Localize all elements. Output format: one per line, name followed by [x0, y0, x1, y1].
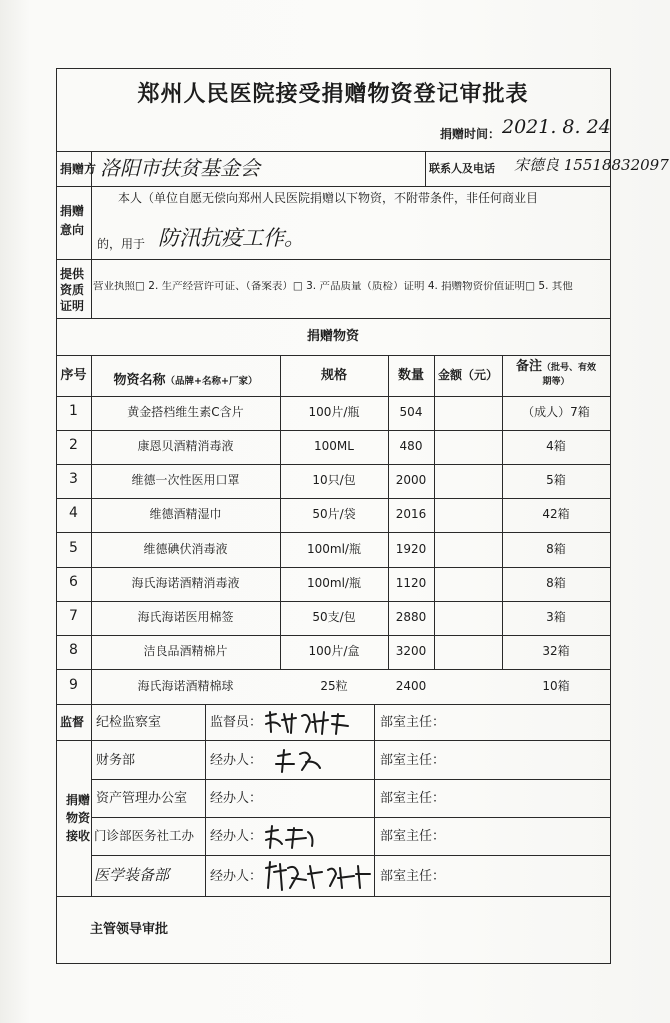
row-name: 海氏海诺医用棉签	[137, 610, 234, 624]
header-amount: 金额（元）	[437, 368, 498, 382]
row-no: 8	[69, 642, 78, 658]
receiver-signature	[272, 746, 332, 776]
header-remark-cell	[502, 357, 610, 373]
row-spec: 50片/袋	[312, 507, 356, 521]
donor-value: 洛阳市扶贫基金会	[100, 156, 260, 180]
receiver-signature	[262, 822, 322, 852]
receiver-signature	[262, 858, 374, 894]
receive-person-label: 经办人：	[210, 791, 263, 806]
row-remark: （成人）7箱	[522, 405, 590, 419]
row-spec: 100ml/瓶	[307, 576, 361, 590]
supervision-head-label: 部室主任：	[380, 715, 446, 730]
receive-dept: 医学装备部	[94, 866, 170, 884]
header-name-cell	[91, 369, 280, 388]
row-name: 海氏海诺酒精棉球	[137, 679, 234, 693]
row-no: 4	[69, 505, 78, 521]
header-no: 序号	[60, 368, 87, 383]
form-title: 郑州人民医院接受捐赠物资登记审批表	[137, 82, 529, 107]
row-remark: 8箱	[546, 542, 566, 556]
receive-dept: 财务部	[96, 753, 136, 768]
qual-label-2: 资质	[60, 283, 85, 297]
header-remark-note-1: （批号、有效	[542, 363, 597, 373]
row-name: 康恩贝酒精消毒液	[137, 439, 234, 453]
row-no: 6	[69, 574, 78, 590]
approval-label: 主管领导审批	[90, 922, 169, 937]
receive-person-label: 经办人：	[210, 829, 263, 844]
row-no: 9	[69, 677, 78, 693]
row-spec: 100片/瓶	[308, 405, 360, 419]
row-qty: 2000	[395, 473, 427, 487]
row-qty: 1920	[395, 542, 427, 556]
header-name-note: （品牌+名称+厂家）	[165, 376, 258, 387]
border-right	[610, 68, 611, 964]
header-remark: 备注	[515, 359, 542, 374]
receive-dept: 资产管理办公室	[96, 791, 188, 806]
border-top	[56, 68, 611, 69]
intent-text-2-prefix: 的，用于	[97, 237, 146, 251]
row-spec: 100ml/瓶	[307, 542, 361, 556]
row-qty: 1120	[395, 576, 427, 590]
row-spec: 100ML	[314, 439, 354, 453]
contact-label: 联系人及电话	[429, 162, 495, 175]
intent-label-1: 捐赠	[60, 204, 85, 218]
row-qty: 2016	[395, 507, 427, 521]
supervision-label: 监督	[60, 715, 85, 729]
intent-label-2: 意向	[60, 223, 85, 237]
row-no: 7	[69, 608, 78, 624]
section-title: 捐赠物资	[306, 329, 359, 344]
header-spec: 规格	[320, 368, 347, 383]
row-remark: 4箱	[546, 439, 566, 453]
row-no: 5	[69, 540, 78, 556]
header-qty: 数量	[397, 368, 424, 383]
receive-label-char: 收	[78, 829, 91, 843]
supervisor-label: 监督员：	[210, 715, 263, 730]
row-qty: 3200	[395, 644, 427, 658]
row-name: 维德酒精湿巾	[149, 507, 222, 521]
row-name: 海氏海诺酒精消毒液	[131, 576, 240, 590]
row-qty: 2400	[395, 679, 427, 693]
qual-text: 营业执照□ 2. 生产经营许可证、（备案表）□ 3. 产品质量（质检）证明 4. 捐赠物资价值证明□ 5. 其他	[93, 281, 573, 292]
receive-head-label: 部室主任：	[380, 829, 446, 844]
receive-label-char: 物	[66, 811, 79, 825]
contact-value: 宋德良 15518832097	[514, 156, 669, 174]
row-remark: 5箱	[546, 473, 566, 487]
row-remark: 32箱	[542, 644, 570, 658]
intent-text-1: 本人（单位自愿无偿向郑州人民医院捐赠以下物资，不附带条件，非任何商业目	[118, 191, 539, 205]
qual-label-1: 提供	[60, 267, 85, 281]
row-spec: 100片/盒	[308, 644, 360, 658]
row-remark: 3箱	[546, 610, 566, 624]
donation-time-value: 2021. 8. 24	[502, 116, 611, 138]
row-name: 黄金搭档维生素C含片	[127, 405, 244, 419]
row-qty: 480	[399, 439, 423, 453]
receive-label-char: 捐	[66, 793, 79, 807]
row-no: 1	[69, 403, 78, 419]
intent-text-2-handwritten: 防汛抗疫工作。	[158, 226, 305, 250]
receive-label-char: 赠	[78, 793, 91, 807]
receive-head-label: 部室主任：	[380, 753, 446, 768]
row-remark: 8箱	[546, 576, 566, 590]
row-name: 维德一次性医用口罩	[131, 473, 240, 487]
row-qty: 2880	[395, 610, 427, 624]
row-remark: 10箱	[542, 679, 570, 693]
qual-label-3: 证明	[60, 299, 85, 313]
row-remark: 42箱	[542, 507, 570, 521]
row-spec: 25粒	[320, 679, 348, 693]
border-bottom	[56, 963, 611, 964]
supervision-dept: 纪检监察室	[96, 715, 162, 730]
receive-label-char: 接	[66, 829, 79, 843]
donor-label: 捐赠方	[60, 162, 97, 176]
row-name: 维德碘伏消毒液	[143, 542, 228, 556]
row-no: 3	[69, 471, 78, 487]
supervisor-signature	[262, 708, 352, 738]
row-spec: 10只/包	[312, 473, 356, 487]
qual-text-clip	[93, 281, 609, 297]
receive-dept: 门诊部医务社工办	[94, 828, 195, 843]
header-remark-note-2: 期等）	[542, 377, 570, 387]
row-qty: 504	[399, 405, 423, 419]
receive-person-label: 经办人：	[210, 753, 263, 768]
row-name: 洁良品酒精棉片	[143, 644, 228, 658]
receive-person-label: 经办人：	[210, 869, 263, 884]
donation-time-label: 捐赠时间：	[440, 127, 501, 141]
header-name: 物资名称	[113, 373, 166, 388]
receive-label-char: 资	[78, 811, 91, 825]
row-spec: 50支/包	[312, 610, 356, 624]
receive-head-label: 部室主任：	[380, 869, 446, 884]
receive-head-label: 部室主任：	[380, 791, 446, 806]
row-no: 2	[69, 437, 78, 453]
